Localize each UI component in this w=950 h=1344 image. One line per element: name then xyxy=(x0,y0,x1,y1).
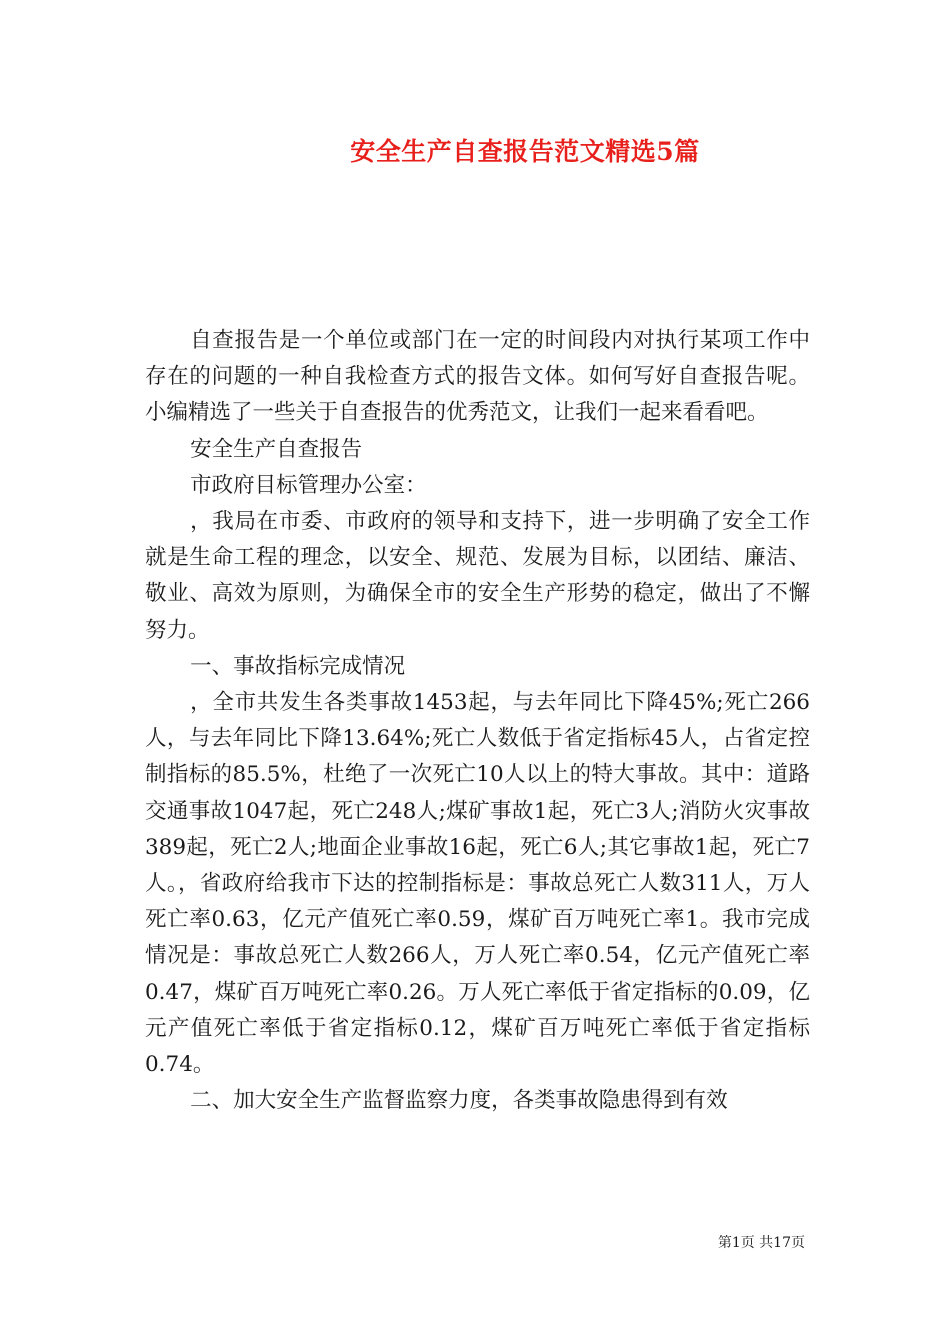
page-footer: 第1页 共17页 xyxy=(717,1235,805,1251)
document-body xyxy=(145,323,810,1119)
body-paragraph: ，我局在市委、市政府的领导和支持下，进一步明确了安全工作就是生命工程的理念，以安全、规范、发展为目标，以团结、廉洁、敬业、高效为原则，为确保全市的安全生产形势的稳定，做出了不懈努力。 xyxy=(145,509,810,643)
intro-paragraph: 自查报告是一个单位或部门在一定的时间段内对执行某项工作中存在的问题的一种自我检查方式的报告文体。如何写好自查报告呢。小编精选了一些关于自查报告的优秀范文，让我们一起来看看吧。 xyxy=(145,328,810,426)
report-heading: 安全生产自查报告 xyxy=(190,436,363,462)
recipient-line: 市政府目标管理办公室： xyxy=(190,472,427,498)
section-heading-1: 一、事故指标完成情况 xyxy=(190,653,406,679)
page-title: 安全生产自查报告范文精选5篇 xyxy=(350,137,700,166)
body-paragraph: ，全市共发生各类事故1453起，与去年同比下降45%;死亡266人，与去年同比下降13.64%;死亡人数低于省定指标45人，占省定控制指标的85.5%，杜绝了一次死亡10人以上的特大事故。其中：道路交通事故1047起，死亡248人;煤矿事故1起，死亡3人;消防火灾事故389起，死亡2人;地面企业事故16起，死亡6人;其它事故1起，死亡7人。，省政府给我市下达的控制指标是：事故总死亡人数311人，万人死亡率0.63，亿元产值死亡率0.59，煤矿百万吨死亡率1。我市完成情况是：事故总死亡人数266人，万人死亡率0.54，亿元产值死亡率0.47，煤矿百万吨死亡率0.26。万人死亡率低于省定指标的0.09，亿元产值死亡率低于省定指标0.12，煤矿百万吨死亡率低于省定指标0.74。 xyxy=(145,690,810,1078)
section-heading-2: 二、加大安全生产监督监察力度，各类事故隐患得到有效 xyxy=(190,1088,728,1114)
